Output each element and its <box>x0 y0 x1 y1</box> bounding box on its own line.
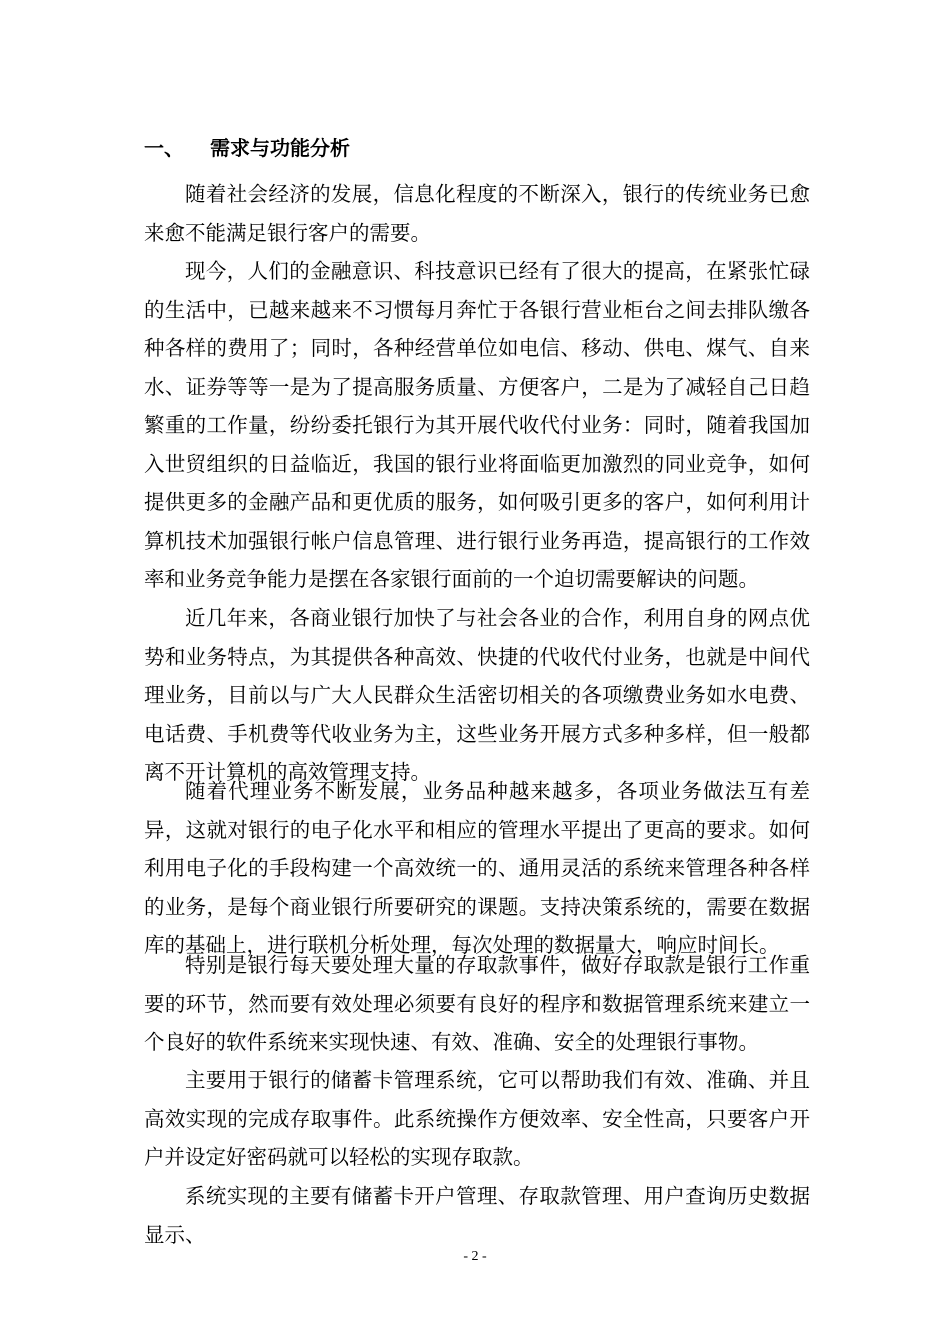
paragraph-3: 近几年来，各商业银行加快了与社会各业的合作，利用自身的网点优势和业务特点，为其提供各种高效、快捷的代收代付业务，也就是中间代理业务，目前以与广大人民群众生活密切相关的各项缴费业务如水电费、电话费、手机费等代收业务为主，这些业务开展方式多种多样，但一般都离不开计算机的高效管理支持。 <box>144 606 810 784</box>
paragraph-5: 特别是银行每天要处理大量的存取款事件，做好存取款是银行工作重要的环节，然而要有效处理必须要有良好的程序和数据管理系统来建立一个良好的软件系统来实现快速、有效、准确、安全的处理银行事物。 <box>144 953 810 1054</box>
paragraph-7: 系统实现的主要有储蓄卡开户管理、存取款管理、用户查询历史数据显示、 <box>144 1184 810 1247</box>
paragraph-6: 主要用于银行的储蓄卡管理系统，它可以帮助我们有效、准确、并且高效实现的完成存取事件。此系统操作方便效率、安全性高，只要客户开户并设定好密码就可以轻松的实现存取款。 <box>144 1068 810 1169</box>
section-heading <box>144 134 350 162</box>
section-title: 需求与功能分析 <box>210 136 350 160</box>
paragraph-1: 随着社会经济的发展，信息化程度的不断深入，银行的传统业务已愈来愈不能满足银行客户的需要。 <box>144 182 810 245</box>
page-number: - 2 - <box>463 1249 487 1264</box>
paragraph-2: 现今，人们的金融意识、科技意识已经有了很大的提高，在紧张忙碌的生活中，已越来越来不习惯每月奔忙于各银行营业柜台之间去排队缴各种各样的费用了；同时，各种经营单位如电信、移动、供电、煤气、自来水、证券等等一是为了提高服务质量、方便客户，二是为了减轻自己日趋繁重的工作量，纷纷委托银行为其开展代收代付业务：同时，随着我国加入世贸组织的日益临近，我国的银行业将面临更加激烈的同业竞争，如何提供更多的金融产品和更优质的服务，如何吸引更多的客户，如何利用计算机技术加强银行帐户信息管理、进行银行业务再造，提高银行的工作效率和业务竞争能力是摆在各家银行面前的一个迫切需要解诀的问题。 <box>144 259 810 591</box>
section-number: 一、 <box>144 136 184 160</box>
paragraph-4: 随着代理业务不断发展，业务品种越来越多，各项业务做法互有差异，这就对银行的电子化水平和相应的管理水平提出了更高的要求。如何利用电子化的手段构建一个高效统一的、通用灵活的系统来管理各种各样的业务，是每个商业银行所要研究的课题。支持决策系统的，需要在数据库的基础上，进行联机分析处理，每次处理的数据量大，响应时间长。 <box>144 779 810 957</box>
